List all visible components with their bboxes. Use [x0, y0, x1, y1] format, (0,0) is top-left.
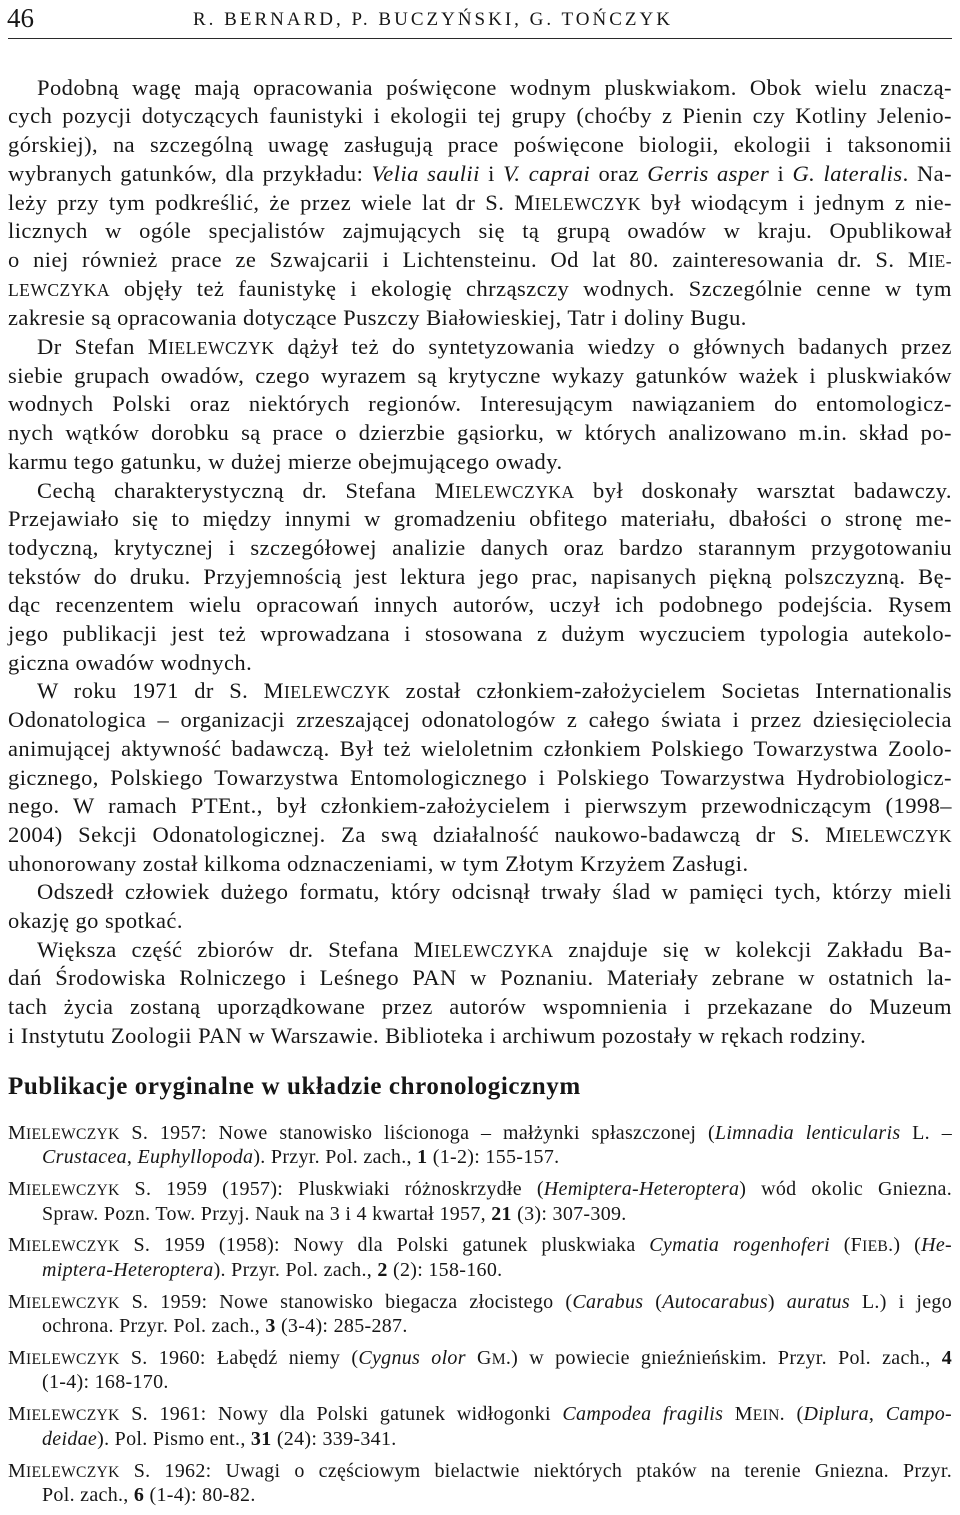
text-run: S. 1959: Nowe stanowisko biegacza złocistego ( — [119, 1290, 573, 1313]
body-line — [8, 362, 952, 391]
italic-text: V. caprai — [503, 160, 591, 186]
text-run: Odonatologica – organizacji zrzeszającej odonatologów z całego świata i przez dziesięciolecia — [8, 707, 952, 733]
volume-number: 4 — [941, 1346, 952, 1369]
small-caps-name: MIELEWCZYK — [263, 678, 391, 704]
italic-text: Autocarabus — [662, 1290, 768, 1313]
reference-line — [8, 1233, 952, 1258]
reference-line — [8, 1121, 952, 1146]
reference-entry — [8, 1402, 952, 1451]
reference-line — [8, 1402, 952, 1427]
text-run: animującej aktywność badawczą. Był też wieloletnim członkiem Polskiego Towarzystwa Zoolo- — [8, 735, 952, 761]
text-run: Odszedł człowiek dużego formatu, który odcisnął trwały ślad w pamięci tych, którzy mieli — [37, 879, 952, 905]
small-caps-name: MIELEWCZYK — [147, 334, 275, 360]
small-caps-name: MIE- — [907, 246, 952, 272]
text-run: ). Przyr. Pol. zach., — [253, 1146, 418, 1169]
small-caps-name: MEIN — [734, 1403, 780, 1426]
text-run: był wiodącym i jednym z nie- — [640, 189, 953, 215]
text-run: Cechą charakterystyczną dr. Stefana — [37, 477, 435, 503]
small-caps-name: MIELEWCZYKA — [434, 477, 575, 503]
small-caps-name: MIELEWCZYK — [8, 1234, 120, 1257]
italic-text: miptera-Heteroptera — [42, 1258, 214, 1281]
text-run: W roku 1971 dr S. — [37, 678, 264, 704]
reference-line — [8, 1459, 952, 1484]
body-line — [8, 246, 952, 275]
page-number: 46 — [7, 3, 34, 33]
reference-line — [8, 1145, 952, 1170]
text-run: i — [769, 160, 793, 186]
text-run: .) ( — [888, 1234, 922, 1257]
body-line — [8, 591, 952, 620]
text-run: Spraw. Pozn. Tow. Przyj. Nauk na 3 i 4 kwartał 1957, — [42, 1202, 492, 1225]
volume-number: 31 — [250, 1427, 272, 1450]
text-run: dań Środowiska Rolniczego i Leśnego PAN w Poznaniu. Materiały zebrane w ostatnich la- — [8, 965, 952, 991]
text-run: karmu tego gatunku, w dużej mierze obejmującego owady. — [8, 448, 563, 474]
text-run: był doskonały warsztat badawczy. — [574, 477, 952, 503]
reference-entry — [8, 1459, 952, 1508]
body-line — [8, 390, 952, 419]
reference-line — [8, 1290, 952, 1315]
text-run: ) — [767, 1290, 787, 1313]
text-run: S. 1961: Nowy dla Polski gatunek widłogonki — [119, 1403, 563, 1426]
italic-text: Campo- — [885, 1403, 952, 1426]
text-run: i Instytutu Zoologii PAN w Warszawie. Biblioteka i archiwum pozostały w rękach rodziny. — [8, 1022, 867, 1048]
paragraph — [8, 74, 952, 333]
body-line — [8, 764, 952, 793]
body-line — [8, 505, 952, 534]
running-title: R. BERNARD, P. BUCZYŃSKI, G. TOŃCZYK — [193, 9, 673, 30]
text-run: ( — [643, 1290, 663, 1313]
paragraph — [8, 936, 952, 1051]
italic-text: Hemiptera-Heteroptera — [543, 1178, 740, 1201]
text-run: (3-4): 285-287. — [275, 1315, 408, 1338]
body-line — [8, 993, 952, 1022]
text-run: objęły też faunistykę i ekologię chrząszczy wodnych. Szczególnie cenne w tym — [109, 275, 952, 301]
paragraph — [8, 333, 952, 477]
text-run: cych pozycji dotyczących faunistyki i ekologii tej grupy (choćby z Pienin czy Kotliny Jelenio- — [8, 103, 952, 129]
body-line — [8, 649, 952, 678]
reference-line — [8, 1370, 952, 1395]
text-run — [466, 1347, 477, 1369]
body-line — [8, 850, 952, 879]
text-run: wodnych Polski oraz niektórych regionów. Interesującym nawiązaniem do entomologicz- — [8, 391, 952, 417]
body-line — [8, 563, 952, 592]
body-line — [8, 677, 952, 706]
italic-text: G. lateralis — [792, 160, 903, 186]
small-caps-name: MIELEWCZYK — [8, 1121, 120, 1144]
italic-text: Carabus — [572, 1290, 644, 1313]
text-run: , — [126, 1146, 138, 1169]
small-caps-name: MIELEWCZYK — [8, 1178, 120, 1201]
reference-entry — [8, 1177, 952, 1226]
text-run: 2004) Sekcji Odonatologicznej. Za swą działalność naukowo-badawczą dr S. — [8, 821, 826, 847]
volume-number: 2 — [377, 1258, 388, 1281]
text-run: S. 1962: Uwagi o częściowym bielactwie niektórych ptaków na terenie Gniezna. Przyr. — [119, 1459, 952, 1482]
small-caps-name: MIELEWCZYK — [8, 1459, 120, 1482]
body-line — [8, 160, 952, 189]
text-run: (1-4): 80-82. — [144, 1484, 256, 1507]
text-run: S. 1959 (1957): Pluskwiaki różnoskrzydłe ( — [119, 1178, 544, 1201]
italic-text: deidae — [42, 1427, 98, 1450]
article-body — [8, 74, 952, 1051]
paragraph — [8, 878, 952, 935]
reference-entry — [8, 1121, 952, 1170]
text-run: ). Przyr. Pol. zach., — [213, 1258, 378, 1281]
italic-text: Crustacea — [42, 1146, 127, 1169]
body-line — [8, 821, 952, 850]
text-run: dążył też do syntetyzowania wiedzy o głównych badanych przez — [274, 334, 952, 360]
body-line — [8, 534, 952, 563]
small-caps-name: FIEB — [850, 1234, 889, 1257]
text-run: o niej również prace ze Szwajcarii i Lichtensteinu. Od lat 80. zainteresowania dr. S. — [8, 246, 908, 272]
body-line — [8, 74, 952, 103]
italic-text: He- — [921, 1234, 952, 1257]
text-run: Pol. zach., — [42, 1484, 134, 1507]
italic-text: Euphyllopoda — [137, 1146, 254, 1169]
reference-entry — [8, 1233, 952, 1282]
page-header — [0, 0, 960, 40]
reference-line — [8, 1258, 952, 1283]
text-run: licznych w ogóle specjalistów zajmujących się tą grupą owadów w kraju. Opublikował — [8, 218, 952, 244]
italic-text: Campodea fragilis — [562, 1403, 724, 1426]
body-line — [8, 706, 952, 735]
reference-line — [8, 1483, 952, 1508]
body-line — [8, 419, 952, 448]
text-run: tekstów do druku. Przyjemnością jest lektura jego prac, napisanych piękną polszczyzną. Bę- — [8, 563, 952, 589]
volume-number: 6 — [133, 1484, 145, 1507]
volume-number: 1 — [417, 1146, 428, 1169]
body-line — [8, 936, 952, 965]
text-run: (1-4): 168-170. — [42, 1371, 169, 1394]
volume-number: 3 — [265, 1315, 276, 1338]
body-line — [8, 304, 952, 333]
text-run: leży przy tym podkreślić, że przez wiele lat dr S. — [8, 189, 515, 215]
section-heading: Publikacje oryginalne w układzie chronologicznym — [8, 1073, 581, 1100]
body-line — [8, 217, 952, 246]
small-caps-name: MIELEWCZYKA — [413, 936, 554, 962]
small-caps-name: GM — [476, 1346, 506, 1369]
text-run: siebie grupach owadów, czego wyrazem są krytyczne wykazy gatunków ważek i pluskwiaków — [8, 362, 952, 388]
italic-text: Cymatia rogenhoferi — [649, 1234, 830, 1257]
text-run: , — [868, 1403, 886, 1426]
text-run: Większa część zbiorów dr. Stefana — [37, 936, 414, 962]
volume-number: 21 — [491, 1202, 512, 1225]
paragraph — [8, 677, 952, 878]
small-caps-name: MIELEWCZYK — [825, 821, 952, 847]
text-run: zakresie są opracowania dotyczące Puszczy Białowieskiej, Tatr i doliny Bugu. — [8, 305, 747, 331]
reference-line — [8, 1177, 952, 1202]
text-run: wybranych gatunków, dla przykładu: — [8, 160, 372, 186]
text-run: (3): 307-309. — [511, 1202, 627, 1225]
header-rule — [8, 38, 952, 39]
text-run: giczna owadów wodnych. — [8, 649, 253, 675]
text-run: .) w powiecie gnieźnieńskim. Przyr. Pol. zach., — [505, 1346, 942, 1369]
text-run: (1-2): 155-157. — [427, 1146, 560, 1169]
body-line — [8, 333, 952, 362]
text-run: znajduje się w kolekcji Zakładu Ba- — [553, 936, 952, 962]
italic-text: Diplura — [803, 1403, 869, 1426]
text-run: uhonorowany został kilkoma odznaczeniami, w tym Złotym Krzyżem Zasługi. — [8, 850, 749, 876]
small-caps-name: LEWCZYKA — [8, 279, 110, 300]
small-caps-name: MIELEWCZYK — [8, 1346, 120, 1369]
body-line — [8, 964, 952, 993]
text-run: tach życia zostaną uporządkowane przez autorów wspomnienia i przekazane do Muzeum — [8, 994, 952, 1020]
text-run: Przejawiało się to między innymi w gromadzeniu obfitego materiału, dbałości o stronę me- — [8, 506, 952, 532]
text-run: (2): 158-160. — [387, 1258, 503, 1281]
text-run: S. 1959 (1958): Nowy dla Polski gatunek pluskwiaka — [119, 1234, 650, 1257]
reference-entry — [8, 1346, 952, 1395]
reference-line — [8, 1314, 952, 1339]
body-line — [8, 620, 952, 649]
body-line — [8, 735, 952, 764]
text-run: S. 1960: Łabędź niemy ( — [119, 1346, 359, 1369]
text-run: L. – — [900, 1121, 952, 1144]
text-run: ). Pol. Pismo ent., — [97, 1427, 251, 1450]
text-run: okazję go spotkać. — [8, 908, 183, 934]
small-caps-name: MIELEWCZYK — [8, 1403, 120, 1426]
text-run: ) wód okolic Gniezna. — [739, 1178, 952, 1201]
text-run: został członkiem-założycielem Societas Internationalis — [390, 678, 952, 704]
text-run: nego. W ramach PTEnt., był członkiem-założycielem i pierwszym przewodniczącym (1998– — [8, 793, 952, 819]
text-run: L.) i jego — [849, 1290, 953, 1313]
text-run: Podobną wagę mają opracowania poświęcone wodnym pluskwiakom. Obok wielu znaczą- — [37, 74, 952, 100]
body-line — [8, 1022, 952, 1051]
text-run: todyczną, krytycznej i szczegółowej analizie danych oraz bardzo starannym przygotowaniu — [8, 534, 952, 560]
text-run: ( — [829, 1234, 851, 1257]
text-run: dąc recenzentem wielu opracowań innych autorów, uczył ich podobnego podejścia. Rysem — [8, 592, 952, 618]
text-run: ochrona. Przyr. Pol. zach., — [42, 1315, 266, 1338]
italic-text: Gerris asper — [647, 160, 770, 186]
reference-list — [8, 1121, 952, 1515]
text-run: nych wątków dorobku są prace o dzierzbie gąsiorku, w których analizowano m.in. skład po- — [8, 420, 952, 446]
body-line — [8, 102, 952, 131]
text-run: . ( — [779, 1403, 804, 1426]
text-run: jego publikacji jest też wprowadzana i stosowana z dużym wyczuciem typologia autekolo- — [8, 621, 952, 647]
italic-text: auratus — [786, 1290, 850, 1313]
italic-text: Limnadia lenticularis — [714, 1121, 901, 1144]
reference-entry — [8, 1290, 952, 1339]
text-run: . Na- — [902, 160, 953, 186]
text-run: S. 1957: Nowe stanowisko liścionoga – małżynki spłaszczonej ( — [119, 1121, 715, 1144]
text-run: górskiej), na szczególną uwagę zasługują prace poświęcone biologii, ekologii i taksonomii — [8, 132, 952, 158]
text-run: i — [479, 160, 504, 186]
reference-line — [8, 1346, 952, 1371]
text-run: gicznego, Polskiego Towarzystwa Entomologicznego i Polskiego Towarzystwa Hydrobiologicz- — [8, 764, 952, 790]
reference-line — [8, 1427, 952, 1452]
body-line — [8, 275, 952, 305]
body-line — [8, 878, 952, 907]
text-run — [723, 1403, 735, 1425]
body-line — [8, 477, 952, 506]
paragraph — [8, 477, 952, 678]
text-run: Dr Stefan — [37, 334, 148, 360]
body-line — [8, 131, 952, 160]
italic-text: Cygnus olor — [358, 1346, 466, 1369]
body-line — [8, 907, 952, 936]
body-line — [8, 189, 952, 218]
small-caps-name: MIELEWCZYK — [8, 1290, 120, 1313]
body-line — [8, 792, 952, 821]
italic-text: Velia saulii — [371, 160, 480, 186]
reference-line — [8, 1202, 952, 1227]
text-run: oraz — [590, 160, 648, 186]
body-line — [8, 448, 952, 477]
text-run: (24): 339-341. — [271, 1427, 397, 1450]
small-caps-name: MIELEWCZYK — [514, 189, 641, 215]
